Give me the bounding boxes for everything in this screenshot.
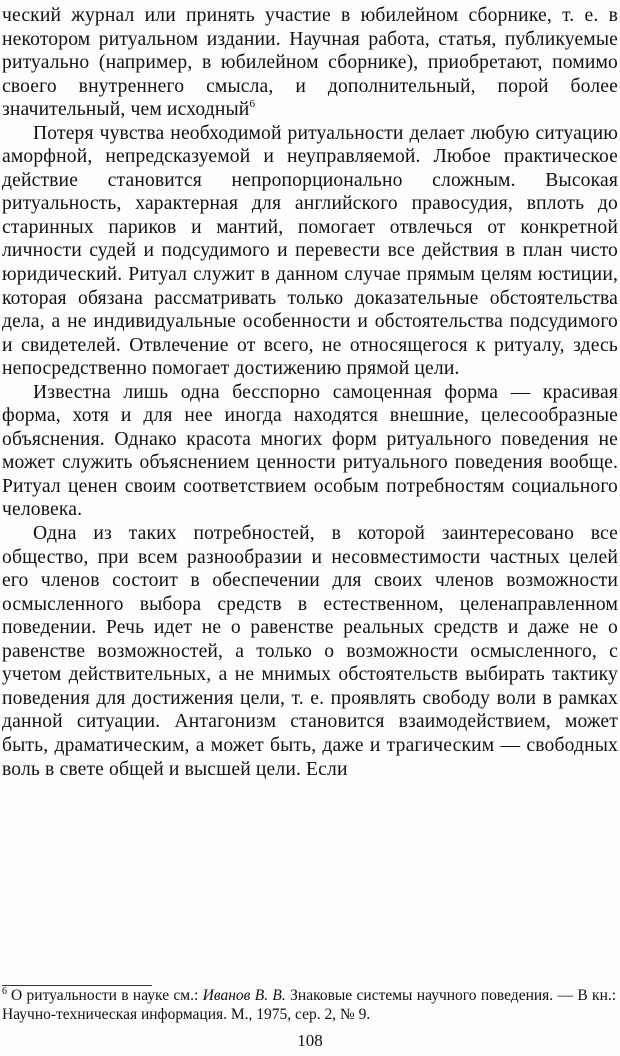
paragraph: Одна из таких потребностей, в которой заинтересовано все общество, при всем разнообразии и несовместимости частных целей его членов состоит в обеспечении для своих членов возможности осмысленного выбора средств в естественном, целенаправленном поведении. Речь идет не о равенстве реальных средств и даже не о равенстве возможностей, а только о возможности осмысленного, с учетом действительных, а не мнимых обстоятельств выбирать тактику поведения для достижения цели, т. е. проявлять свободу воли в рамках данной ситуации. Антагонизм становится взаимодействием, может быть, драматическим, а может быть, даже и трагическим — свободных воль в свете общей и высшей цели. Если — [2, 523, 618, 780]
footnote-title: Знаковые системы научного поведения. — В кн.: Научно-техническая информация. М., 1975, сер. 2, № 9. — [2, 987, 617, 1023]
footnote — [2, 986, 616, 1024]
footnote-author: Иванов В. В. — [202, 987, 286, 1004]
main-text — [2, 4, 618, 781]
footnote-number: 6 — [2, 986, 7, 997]
paragraph: Известна лишь одна бесспорно самоценная форма — красивая форма, хотя и для нее иногда находятся внешние, целесообразные объяснения. Однако красота многих форм ритуального поведения не может служить объяснением ценности ритуального поведения вообще. Ритуал ценен своим соответствием особым потребностям социального человека. — [2, 381, 618, 521]
paragraph-text: ческий журнал или принять участие в юбилейном сборнике, т. е. в некотором ритуальном издании. Научная работа, статья, публикуемые ритуально (например, в юбилейном сборнике), приобретают, помимо своего внутреннего смысла, и дополнительный, порой более значительный, чем исходный — [2, 5, 618, 121]
paragraph — [2, 4, 618, 122]
paragraph: Потеря чувства необходимой ритуальности делает любую ситуацию аморфной, непредсказуемой и неуправляемой. Любое практическое действие становится непропорционально сложным. Высокая ритуальность, характерная для английского правосудия, вплоть до старинных париков и мантий, помогает отвлечься от конкретной личности судей и подсудимого и перевести все действия в план чисто юридический. Ритуал служит в данном случае прямым целям юстиции, которая обязана рассматривать только доказательные обстоятельства дела, а не индивидуальные особенности и обстоятельства подсудимого и свидетелей. Отвлечение от всего, не относящегося к ритуалу, здесь непосредственно помогает достижению прямой цели. — [2, 122, 618, 380]
footnote-reference: 6 — [249, 98, 256, 111]
footnote-lead: О ритуальности в науке см.: — [11, 987, 199, 1004]
page-number: 108 — [297, 1031, 323, 1050]
